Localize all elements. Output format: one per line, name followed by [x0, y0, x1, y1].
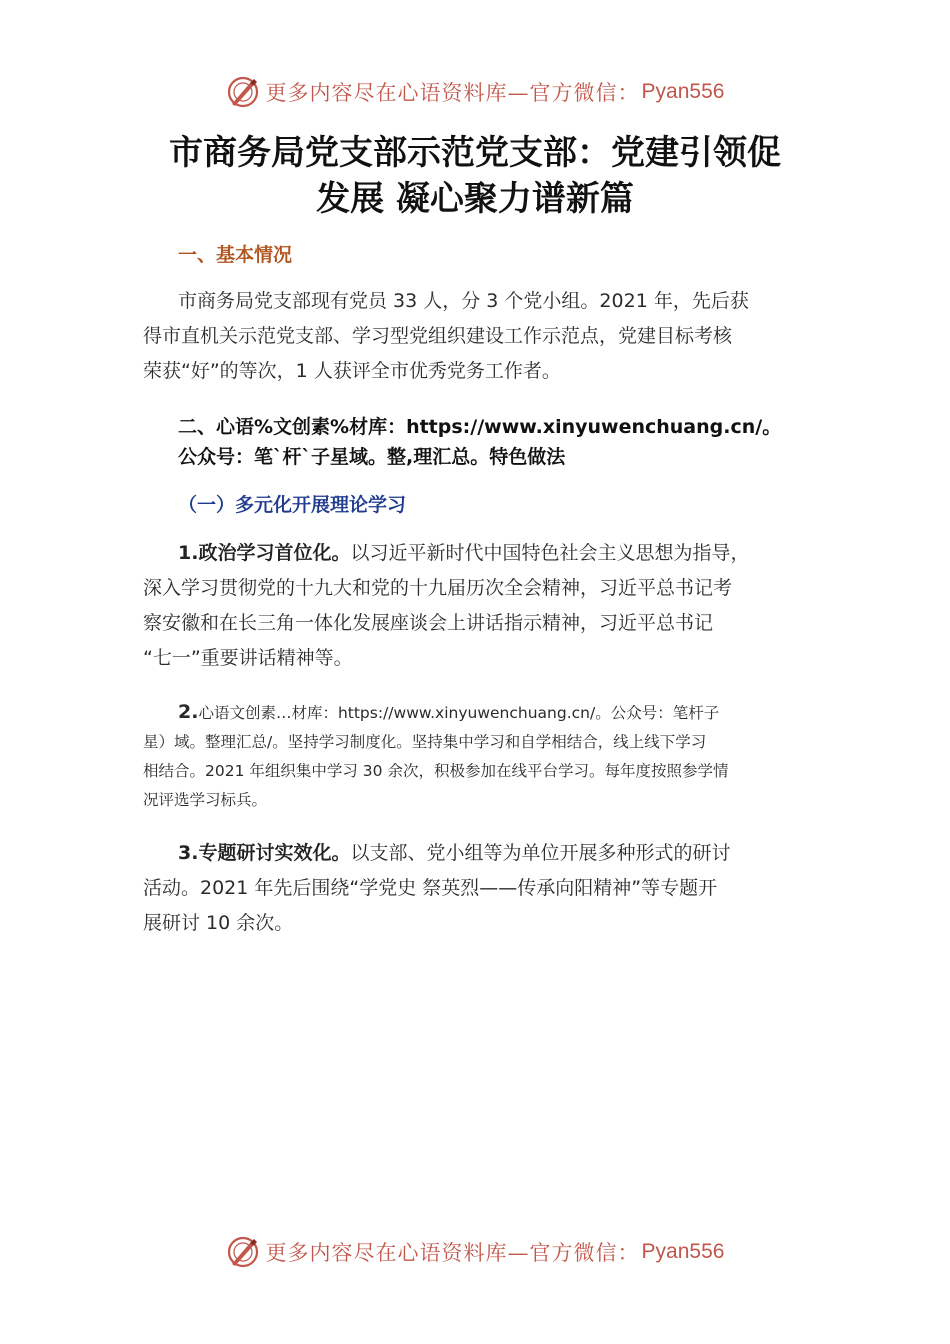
item-2-number: 2. — [178, 701, 199, 723]
text-line — [143, 698, 808, 728]
text-line: 相结合。2021 年组织集中学习 30 余次，积极参加在线平台学习。每年度按照参学情 — [143, 762, 729, 780]
section-heading-basic-info: 一、基本情况 — [178, 244, 293, 266]
banner-handle: Pyan556 — [641, 1240, 725, 1263]
text-line — [143, 536, 808, 571]
text-line: 得市直机关示范党支部、学习型党组织建设工作示范点，党建目标考核 — [143, 325, 733, 347]
item-3-paragraph — [143, 836, 808, 941]
item-1-label: 1.政治学习首位化。 — [178, 542, 351, 564]
item-3-first: 以支部、党小组等为单位开展多种形式的研讨 — [350, 842, 731, 864]
text-line: 活动。2021 年先后围绕“学党史 祭英烈——传承向阳精神”等专题开 — [143, 877, 718, 899]
subheading-theory-study: （一）多元化开展理论学习 — [178, 494, 407, 516]
item-1-first: 以习近平新时代中国特色社会主义思想为指导， — [350, 542, 750, 564]
page-title — [100, 130, 850, 222]
text-line: 况评选学习标兵。 — [143, 791, 268, 809]
heading-line-1: 二、心语%文创素%材库：https://www.xinyuwenchuang.cn/。 — [178, 416, 782, 438]
text-line: 市商务局党支部现有党员 33 人，分 3 个党小组。2021 年，先后获 — [178, 290, 749, 312]
text-line: 展研讨 10 余次。 — [143, 912, 294, 934]
header-watermark — [0, 72, 950, 112]
item-3-label: 3.专题研讨实效化。 — [178, 842, 351, 864]
footer-watermark — [0, 1232, 950, 1272]
heading-line-2: 公众号：笔`杆`子星域。整,理汇总。特色做法 — [178, 446, 566, 468]
item-2-first: 心语文创素…材库：https://www.xinyuwenchuang.cn/。公众号：笔杆子 — [198, 704, 720, 722]
title-line-1: 市商务局党支部示范党支部：党建引领促 — [169, 133, 781, 173]
text-line: 荣获“好”的等次，1 人获评全市优秀党务工作者。 — [143, 360, 561, 382]
item-2-paragraph — [143, 698, 808, 815]
item-1-paragraph — [143, 536, 808, 676]
pen-logo-icon — [226, 1235, 260, 1269]
text-line: 深入学习贯彻党的十九大和党的十九届历次全会精神，习近平总书记考 — [143, 577, 733, 599]
banner-text: 更多内容尽在心语资料库—官方微信： — [265, 1241, 640, 1265]
text-line: 察安徽和在长三角一体化发展座谈会上讲话指示精神，习近平总书记 — [143, 612, 714, 634]
basic-info-paragraph — [143, 284, 808, 389]
pen-logo-icon — [226, 75, 260, 109]
banner-text: 更多内容尽在心语资料库—官方微信： — [265, 81, 640, 105]
text-line: 星）域。整理汇总/。坚持学习制度化。坚持集中学习和自学相结合，线上线下学习 — [143, 733, 707, 751]
banner-handle: Pyan556 — [641, 80, 725, 103]
section-heading-features — [178, 412, 868, 472]
text-line: “七一”重要讲话精神等。 — [143, 647, 353, 669]
title-line-2: 发展 凝心聚力谱新篇 — [316, 179, 634, 219]
text-line — [143, 836, 808, 871]
